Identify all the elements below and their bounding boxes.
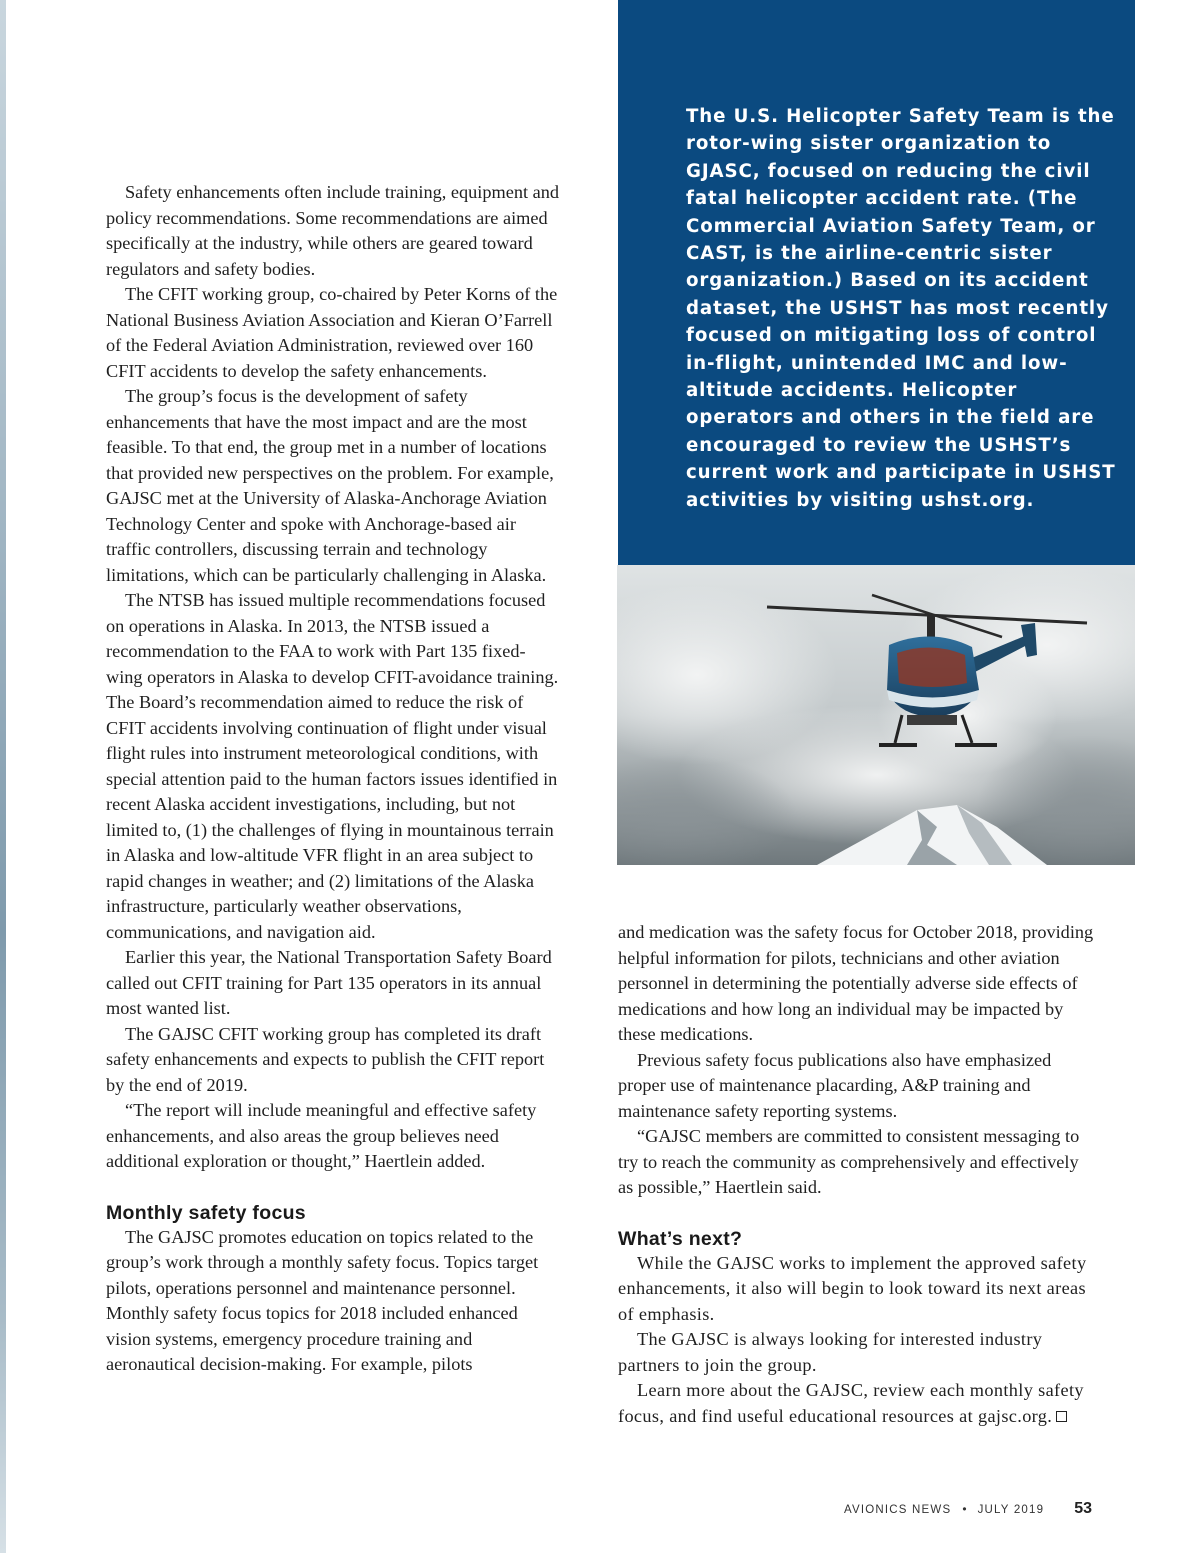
body-paragraph: “The report will include meaningful and effective safety enhancements, and also areas the group believes need additional exploration or thought,” Haertlein added. [106,1100,537,1171]
body-paragraph: The GAJSC CFIT working group has completed its draft safety enhancements and expects to publish the CFIT report by the end of 2019. [106,1023,545,1095]
body-paragraph: Earlier this year, the National Transportation Safety Board called out CFIT training for Part 135 operators in its annual most wanted list. [106,947,552,1018]
callout-text: The U.S. Helicopter Safety Team is the rotor-wing sister organization to GJASC, focused on reducing the civil fatal helicopter accident rate. (The Commercial Aviation Safety Team, or CAST, is the airline-centric sister organization.) Based on its accident dataset, the USHST has most recently focused on mitigating loss of control in-flight, unintended IMC and low-altitude accidents. Helicopter operators and others in the field are encouraged to review the USHST’s current work and participate in USHST activities by visiting ushst.org. [686,106,1116,511]
right-column [618,920,1096,1429]
page-number: 53 [1074,1500,1092,1517]
body-paragraph: The GAJSC is always looking for interested industry partners to join the group. [618,1329,1043,1375]
body-paragraph: Safety enhancements often include training, equipment and policy recommendations. Some recommendations are aimed specifically at the industry, while others are geared toward regulators and safety bodies. [106,182,560,279]
footer-date: JULY 2019 [977,1504,1045,1516]
end-mark-icon [1056,1411,1067,1422]
helicopter-photo [617,565,1135,865]
section-heading-whats-next: What’s next? [618,1227,743,1250]
ushst-callout-box [618,0,1135,566]
body-paragraph-final [618,1378,1096,1429]
body-paragraph: The CFIT working group, co-chaired by Peter Korns of the National Business Aviation Association and Kieran O’Farrell of the Federal Aviation Administration, reviewed over 160 CFIT accidents to develop the safety enhancements. [106,284,558,381]
footer-publication: AVIONICS NEWS [843,1504,952,1516]
body-paragraph: Previous safety focus publications also have emphasized proper use of maintenance placarding, A&P training and maintenance safety reporting systems. [618,1049,1052,1121]
page-edge-strip [0,0,6,1553]
left-column [106,180,561,1378]
body-paragraph: The NTSB has issued multiple recommendations focused on operations in Alaska. In 2013, the NTSB issued a recommendation to the FAA to work with Part 135 fixed-wing operators in Alaska to develop CFIT-avoidance training. The Board’s recommendation aimed to reduce the risk of CFIT accidents involving continuation of flight under visual flight rules into instrument meteorological conditions, with special attention paid to the human factors issues identified in recent Alaska accident investigations, including, but not limited to, (1) the challenges of flying in mountainous terrain in Alaska and low-altitude VFR flight in an area subject to rapid changes in weather; and (2) limitations of the Alaska infrastructure, particularly weather observations, communications, and navigation aid. [106,590,559,942]
body-paragraph: While the GAJSC works to implement the approved safety enhancements, it also will begin to look toward its next areas of emphasis. [618,1252,1087,1324]
body-paragraph: The GAJSC promotes education on topics related to the group’s work through a monthly safety focus. Topics target pilots, operations personnel and maintenance personnel. Monthly safety focus topics for 2018 included enhanced vision systems, emergency procedure training and aeronautical decision-making. For example, pilots [106,1226,539,1374]
body-paragraph: The group’s focus is the development of safety enhancements that have the most impact and are the most feasible. To that end, the group met in a number of locations that provided new perspectives on the problem. For example, GAJSC met at the University of Alaska-Anchorage Aviation Technology Center and spoke with Anchorage-based air traffic controllers, discussing terrain and technology limitations, which can be particularly challenging in Alaska. [106,386,554,585]
final-paragraph-text: Learn more about the GAJSC, review each monthly safety focus, and find useful educational resources at gajsc.org. [618,1380,1084,1426]
section-heading-monthly-safety-focus: Monthly safety focus [106,1201,306,1224]
page-footer [844,1500,1092,1518]
body-paragraph: and medication was the safety focus for October 2018, providing helpful information for pilots, technicians and other aviation personnel in determining the potentially adverse side effects of medications and how long an individual may be impacted by these medications. [618,922,1094,1044]
body-paragraph: “GAJSC members are committed to consistent messaging to try to reach the community as comprehensively and effectively as possible,” Haertlein said. [618,1126,1080,1197]
footer-bullet: • [962,1502,967,1516]
